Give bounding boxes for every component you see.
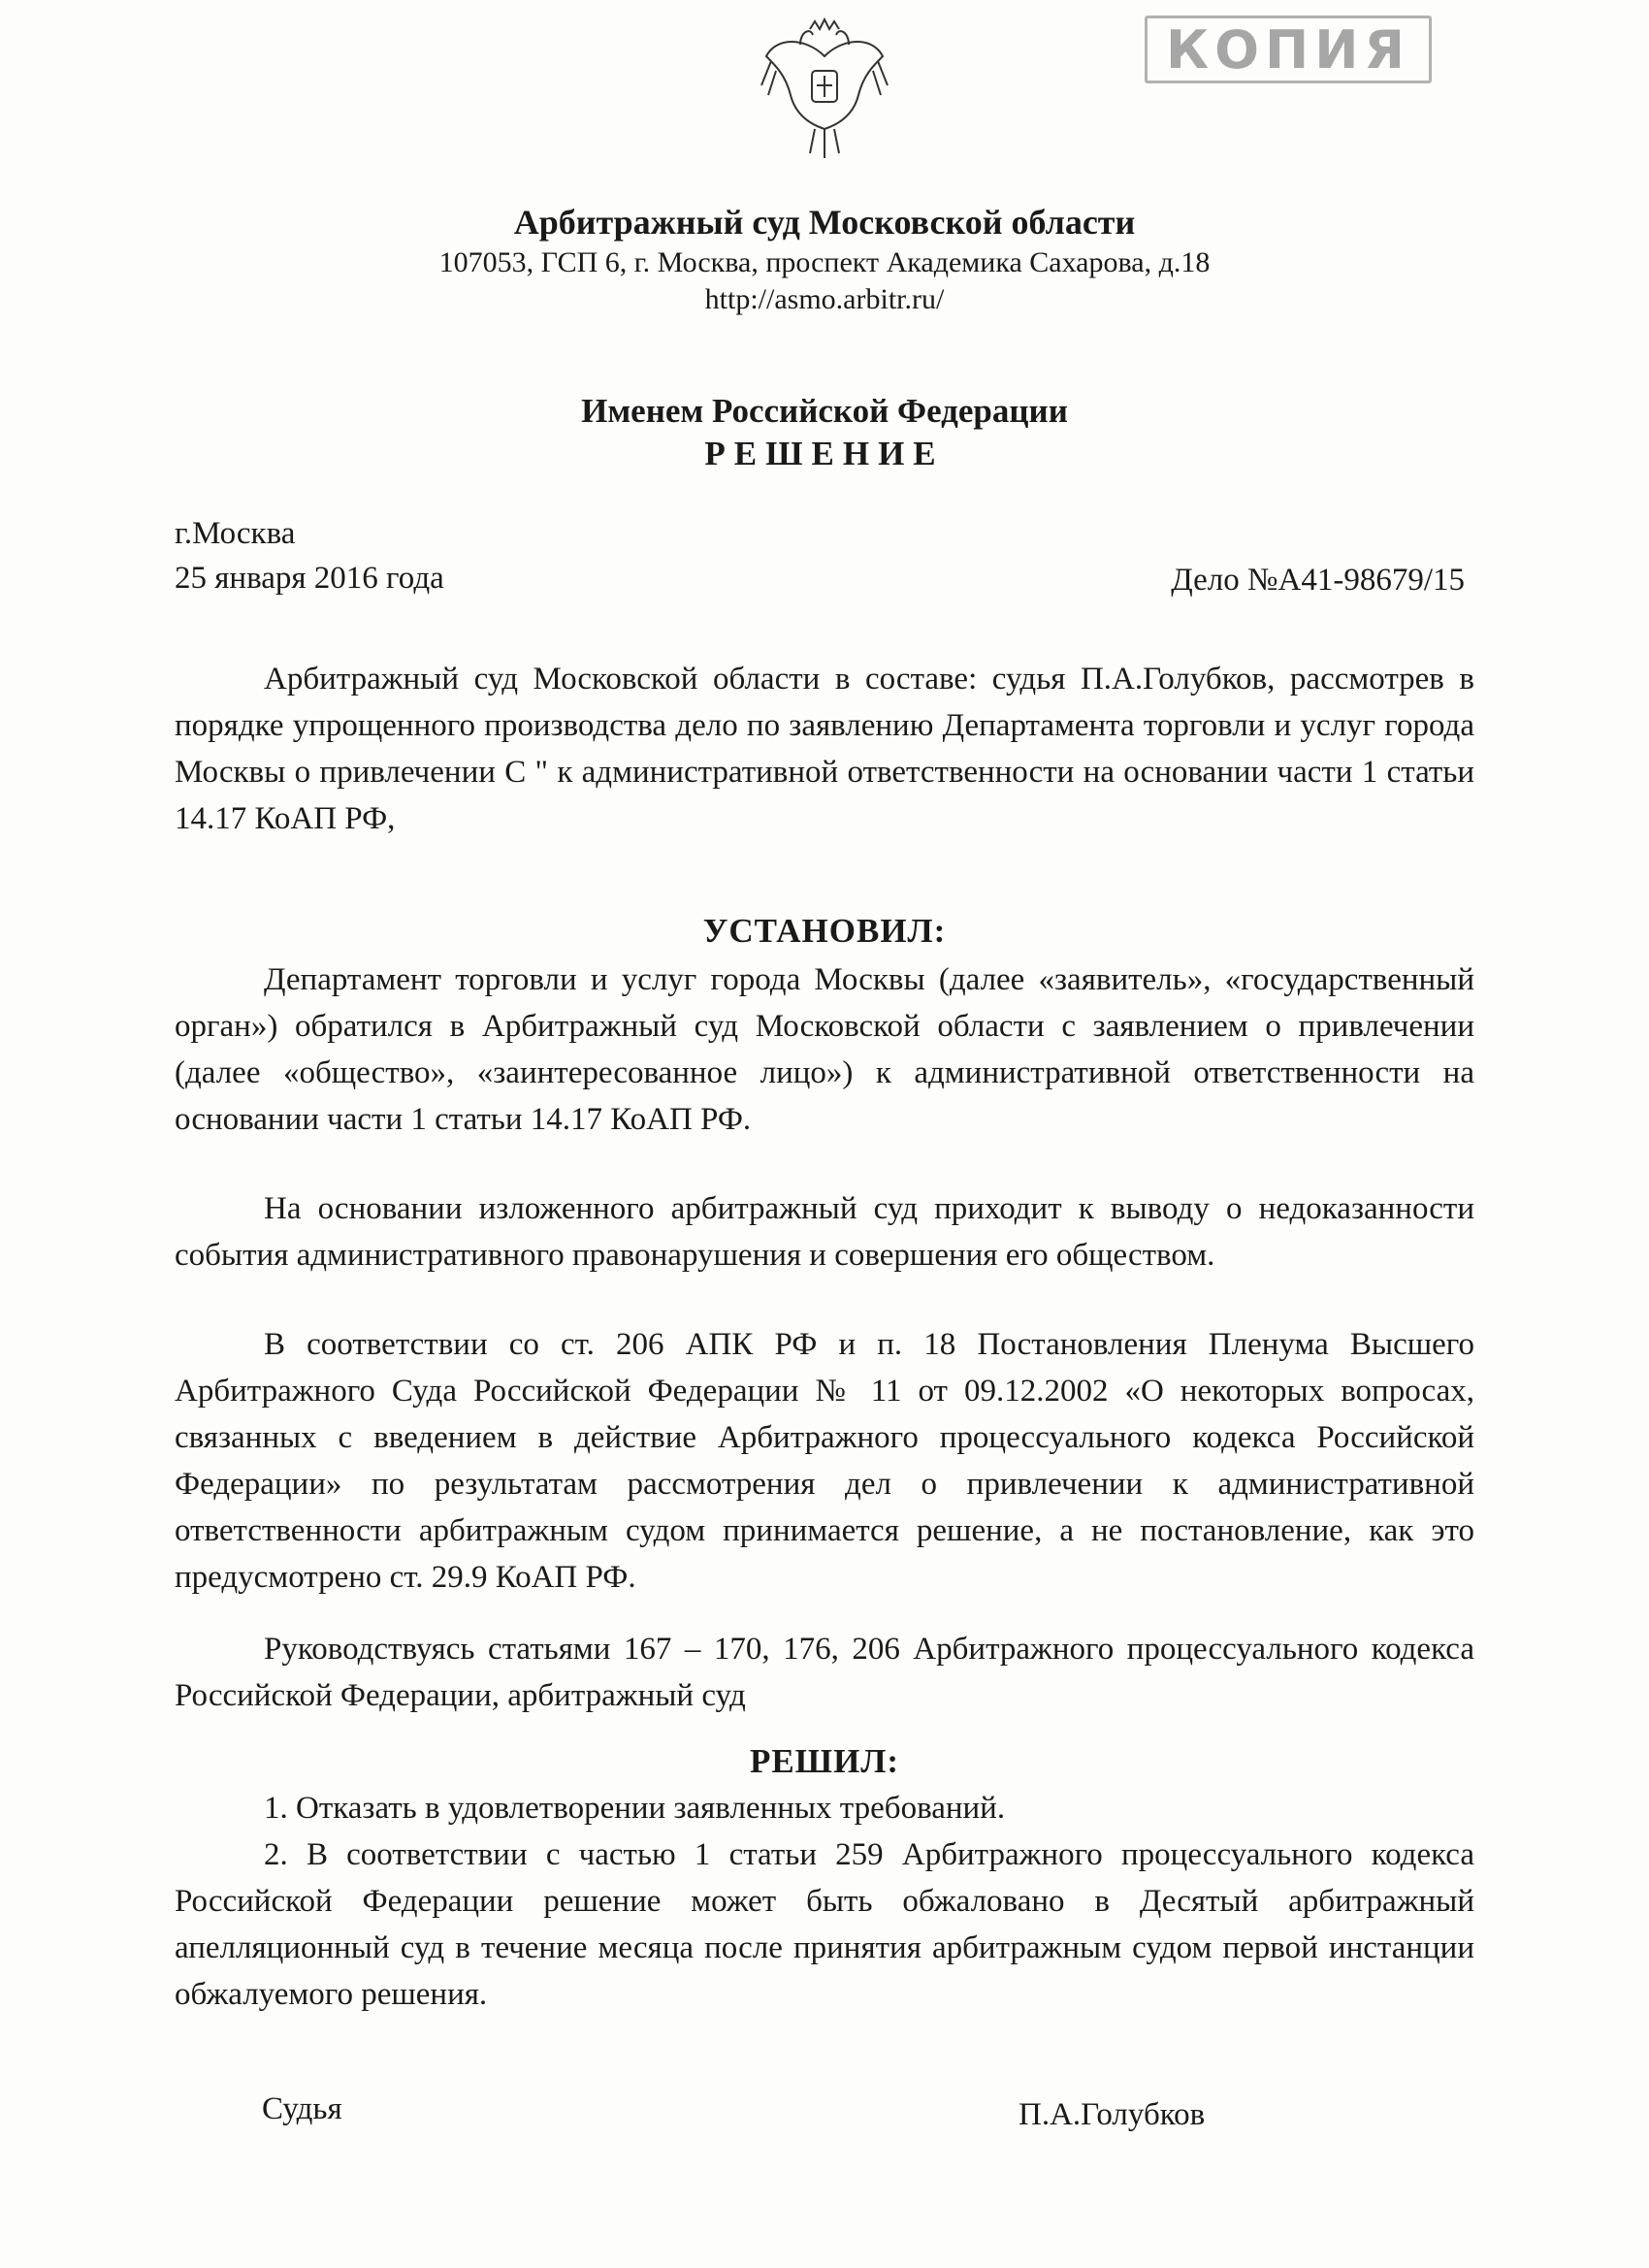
established-paragraph: В соответствии со ст. 206 АПК РФ и п. 18 Постановления Пленума Высшего Арбитражного Суда Российской Федерации № 11 от 09.12.2002 «О некоторых вопросах, связанных с введением в действие Арбитражного процессуального кодекса Российской Федерации» по результатам рассмотрения дел о привлечении к административной ответственности арбитражным судом принимается решение, а не постановление, как это предусмотрено ст. 29.9 КоАП РФ.: [175, 1327, 1474, 1595]
judge-name: П.А.Голубков: [1018, 2097, 1206, 2132]
city: г.Москва: [175, 516, 296, 551]
decision-items: [175, 1785, 1474, 2018]
decision-item: 2. В соответствии с частью 1 статьи 259 Арбитражного процессуального кодекса Российской Федерации решение может быть обжаловано в Десятый арбитражный апелляционный суд в течение месяца после принятия арбитражным судом первой инстанции обжалуемого решения.: [175, 1837, 1474, 2012]
decision-title: РЕШЕНИЕ: [704, 435, 945, 472]
case-number: Дело №А41-98679/15: [1171, 563, 1465, 598]
established-paragraph: На основании изложенного арбитражный суд приходит к выводу о недоказанности события административного правонарушения и совершения его обществом.: [175, 1191, 1474, 1273]
decision-item: 1. Отказать в удовлетворении заявленных требований.: [264, 1791, 1006, 1826]
established-paragraph: Руководствуясь статьями 167 – 170, 176, 206 Арбитражного процессуального кодекса Российской Федерации, арбитражный суд: [175, 1632, 1474, 1713]
decision-date: 25 января 2016 года: [175, 561, 444, 596]
intro-paragraph: Арбитражный суд Московской области в составе: судья П.А.Голубков, рассмотрев в порядке упрощенного производства дело по заявлению Департамента торговли и услуг города Москвы о привлечении С " к административной ответственности на основании части 1 статьи 14.17 КоАП РФ,: [175, 662, 1474, 836]
copy-stamp: [1145, 16, 1432, 83]
copy-stamp-text: КОПИЯ: [1165, 18, 1410, 81]
judge-label: Судья: [262, 2091, 342, 2126]
in-the-name-heading: Именем Российской Федерации: [581, 392, 1068, 430]
established-paragraph: Департамент торговли и услуг города Москвы (далее «заявитель», «государственный орган») обратился в Арбитражный суд Московской области с заявлением о привлечении (далее «общество», «заинтересованное лицо») к административной ответственности на основании части 1 статьи 14.17 КоАП РФ.: [175, 962, 1474, 1137]
court-url: http://asmo.arbitr.ru/: [704, 283, 945, 315]
established-heading: УСТАНОВИЛ:: [702, 912, 947, 950]
coat-of-arms-emblem-icon: [757, 17, 892, 163]
decided-heading: РЕШИЛ:: [749, 1742, 900, 1780]
court-name: Арбитражный суд Московской области: [513, 203, 1136, 242]
court-address: 107053, ГСП 6, г. Москва, проспект Академика Сахарова, д.18: [438, 246, 1211, 278]
